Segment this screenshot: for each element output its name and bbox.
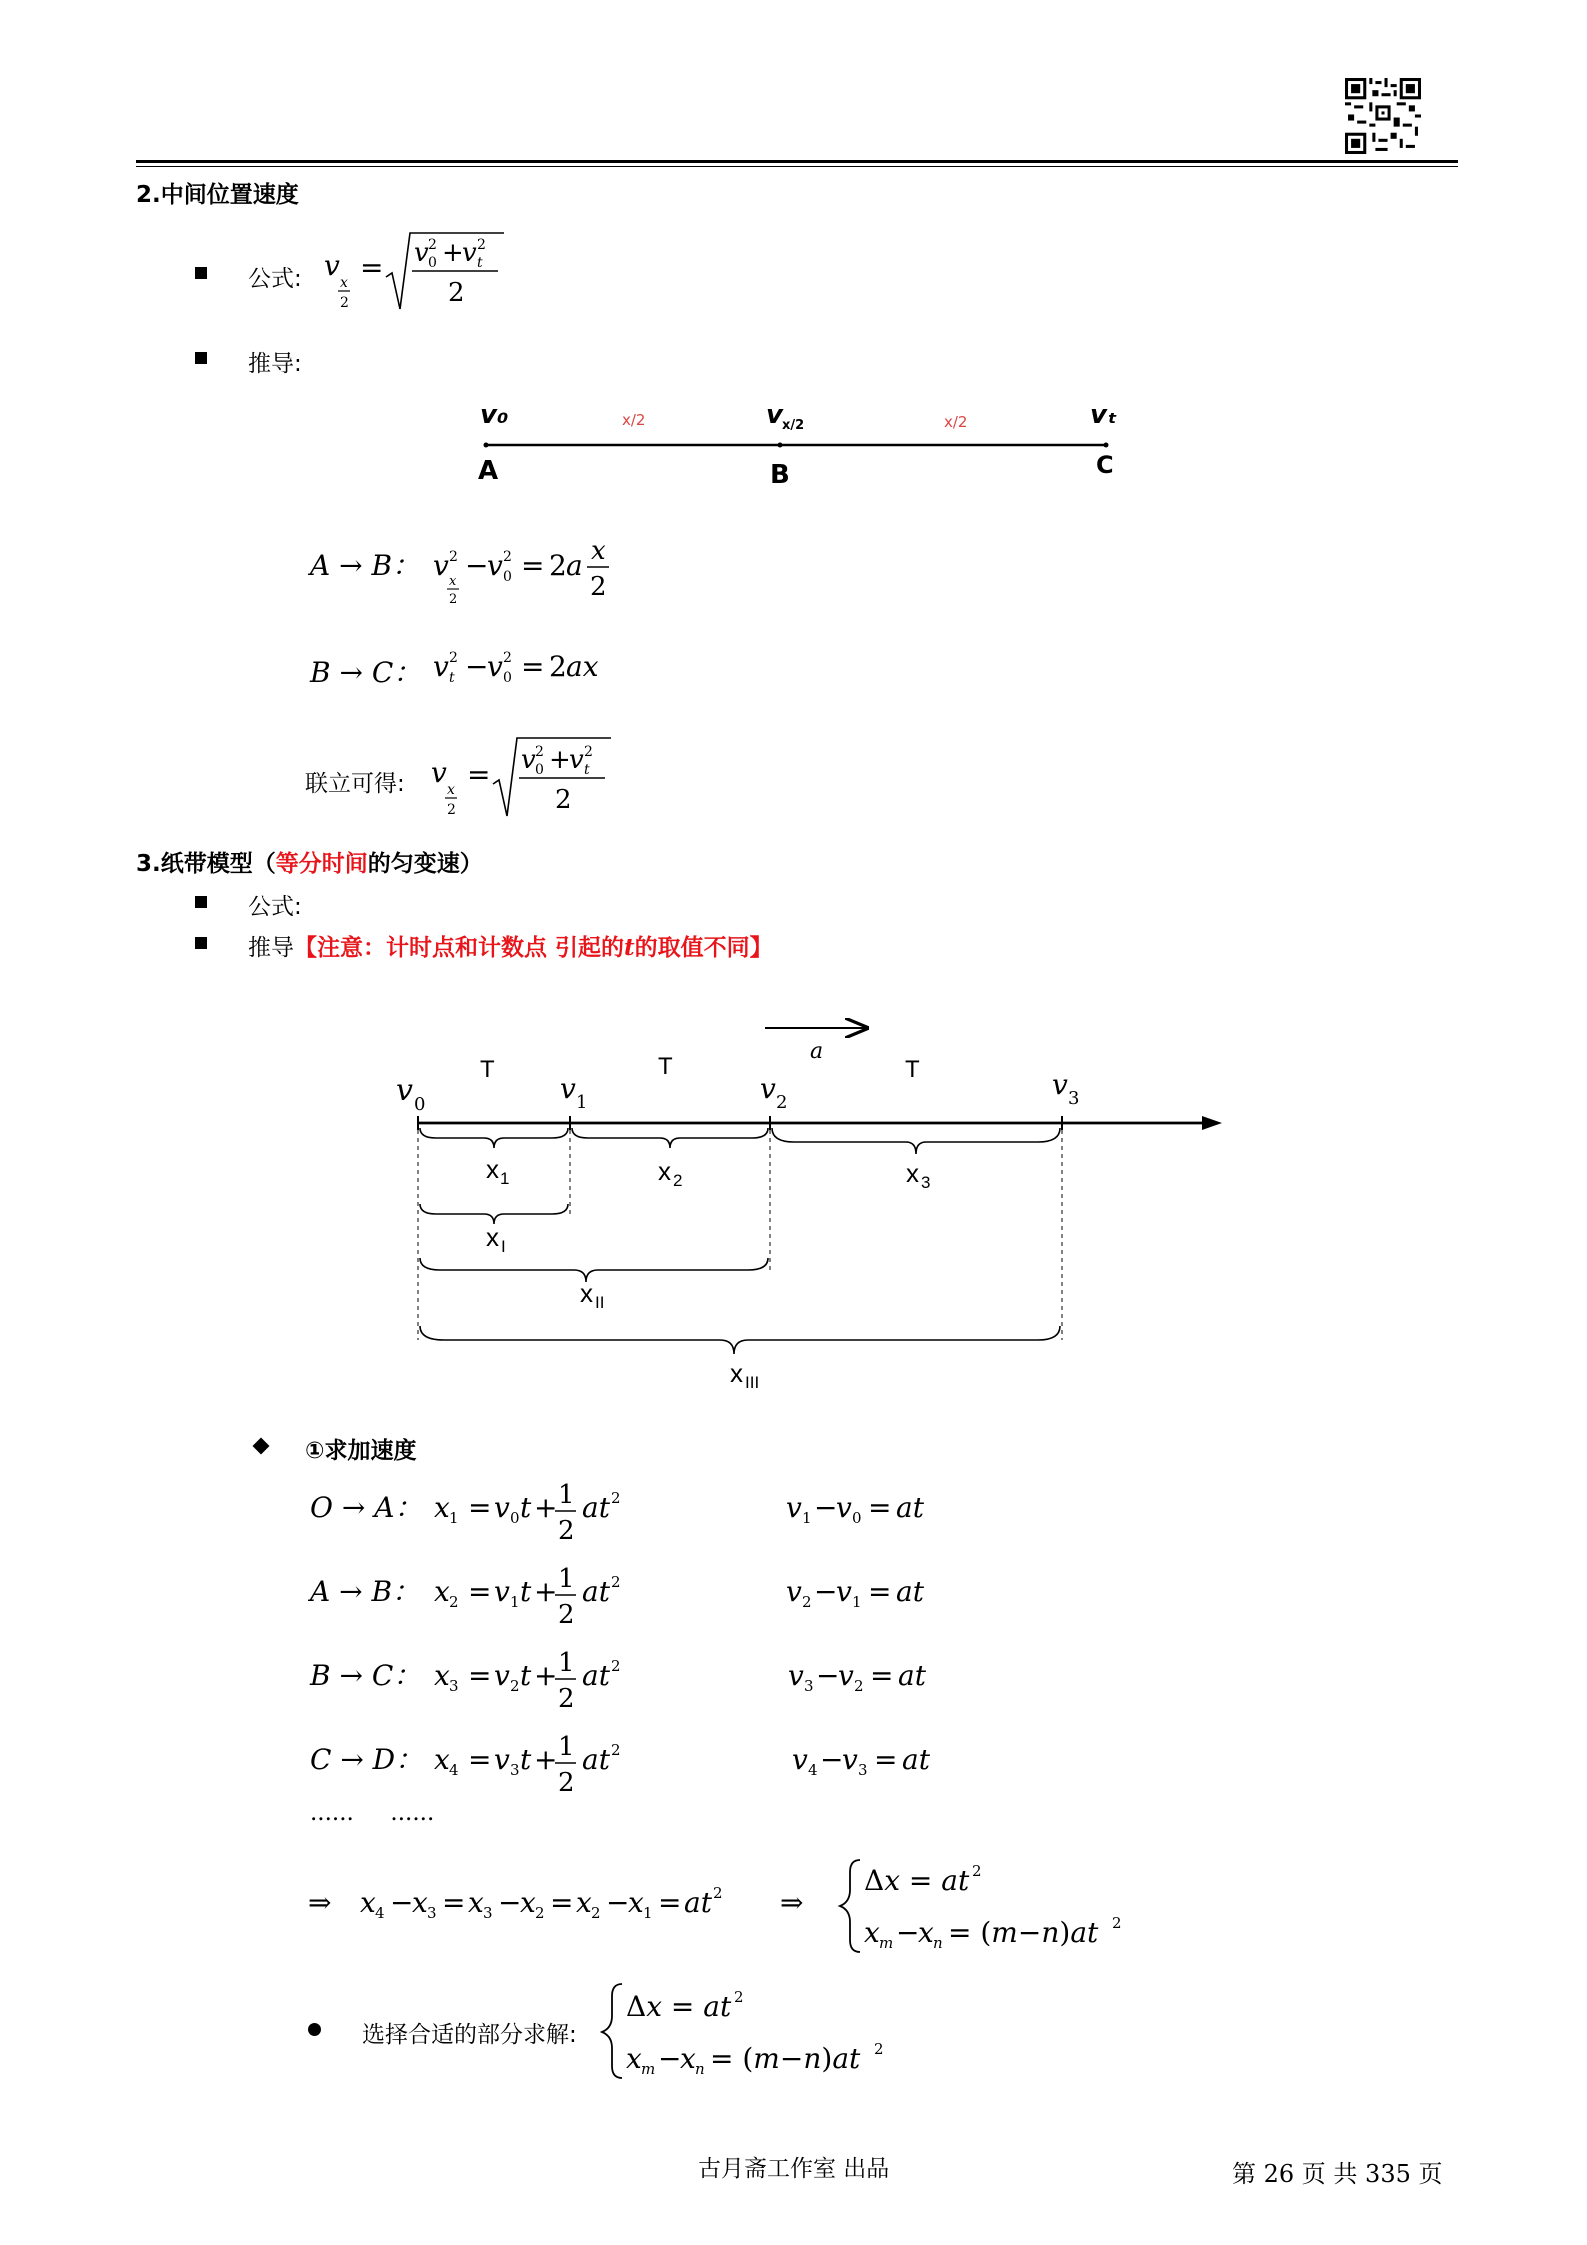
svg-text:2: 2: [611, 1573, 621, 1591]
svg-text:2: 2: [428, 237, 437, 253]
v1-sub: 1: [576, 1092, 588, 1113]
svg-text:m: m: [641, 2060, 656, 2078]
svg-text:t: t: [520, 1743, 532, 1776]
abc-segment-diagram: [470, 395, 1130, 505]
svg-text:=: =: [521, 650, 545, 683]
label-B: B: [770, 460, 790, 490]
v0-label: v: [396, 1073, 413, 1108]
row-r0-3: 3: [858, 1761, 868, 1779]
svg-text:x: x: [468, 1886, 484, 1919]
x1-sub: 1: [500, 1169, 510, 1188]
svg-text:−: −: [658, 2042, 682, 2075]
row-label-1: A → B：: [310, 1575, 421, 1608]
svg-text:x: x: [626, 2042, 642, 2075]
svg-text:t: t: [520, 1491, 532, 1524]
bullet-square-icon: [195, 896, 207, 908]
x2-sub: 2: [673, 1171, 683, 1190]
svg-text:t: t: [449, 670, 455, 686]
svg-text:=: =: [468, 1659, 492, 1692]
v1-label: v: [560, 1072, 576, 1105]
eq-ab-formula: [425, 525, 645, 615]
svg-text:x: x: [449, 574, 457, 589]
xIII-sub: III: [745, 1373, 760, 1392]
row-x-sub-2: 3: [449, 1677, 459, 1695]
svg-text:1: 1: [643, 1904, 653, 1922]
svg-text:v: v: [786, 1491, 802, 1524]
v0-sub: 0: [414, 1094, 426, 1115]
row-label-0: O → A：: [310, 1491, 423, 1524]
svg-text:x: x: [864, 1916, 880, 1949]
svg-text:=: =: [360, 251, 384, 284]
svg-text:=: =: [868, 1491, 892, 1524]
svg-text:−: −: [816, 1659, 840, 1692]
choose-system: [600, 1976, 920, 2086]
svg-text:−: −: [498, 1886, 522, 1919]
svg-text:v: v: [433, 650, 449, 683]
label-vmid: v: [766, 400, 783, 430]
svg-text:+: +: [534, 1575, 558, 1608]
row-r1-2: 3: [804, 1677, 814, 1695]
label-A: A: [478, 456, 499, 486]
row-r0-0: 0: [852, 1509, 862, 1527]
svg-text:=: =: [870, 1659, 894, 1692]
svg-text:=: =: [874, 1743, 898, 1776]
svg-text:x: x: [434, 1575, 450, 1608]
xI-sub: I: [501, 1237, 506, 1256]
svg-text:x: x: [520, 1886, 536, 1919]
footer-studio: 古月斋工作室 出品: [698, 2156, 890, 2182]
bullet-square-icon: [195, 267, 207, 279]
row-x-sub-3: 4: [449, 1761, 459, 1779]
svg-text:2: 2: [713, 1884, 723, 1902]
svg-text:0: 0: [428, 255, 437, 271]
svg-text:v: v: [462, 238, 477, 268]
eq-ab-label: A → B：: [310, 549, 421, 582]
svg-text:v: v: [786, 1575, 802, 1608]
svg-text:2: 2: [477, 237, 486, 253]
s3-derive-note-pre: 【注意：计时点和计数点 引起的: [294, 935, 625, 961]
bullet-square-icon: [195, 352, 207, 364]
svg-text:at: at: [582, 1743, 610, 1776]
svg-text:x: x: [918, 1916, 934, 1949]
s3-derive-note-t: t: [624, 934, 635, 961]
xII-label: x: [580, 1278, 593, 1308]
svg-text:2: 2: [449, 549, 458, 565]
svg-text:n: n: [933, 1934, 943, 1952]
label-vt: vₜ: [1090, 400, 1118, 430]
label-C: C: [1096, 451, 1114, 479]
svg-text:at: at: [896, 1575, 924, 1608]
svg-text:at: at: [896, 1491, 924, 1524]
svg-text:2: 2: [558, 1684, 575, 1714]
svg-text:Δx = at: Δx = at: [864, 1864, 970, 1897]
T-label-2: T: [658, 1053, 673, 1080]
combined-label: 联立可得:: [305, 771, 405, 797]
svg-text:=: =: [468, 1743, 492, 1776]
svg-text:2: 2: [447, 802, 456, 818]
svg-text:2: 2: [558, 1600, 575, 1630]
svg-text:x: x: [340, 275, 348, 291]
row-v-sub-1: 1: [510, 1593, 520, 1611]
row-label-3: C → D：: [310, 1743, 424, 1776]
footer-page-number: 第 26 页 共 335 页: [1232, 2160, 1443, 2188]
svg-text:2: 2: [503, 549, 512, 565]
svg-text:=: =: [468, 1491, 492, 1524]
svg-text:+: +: [534, 1491, 558, 1524]
svg-text:v: v: [569, 745, 584, 775]
svg-text:2: 2: [449, 650, 458, 666]
svg-text:1: 1: [558, 1648, 575, 1678]
svg-text:t: t: [520, 1575, 532, 1608]
T-label-1: T: [480, 1056, 495, 1083]
row-x-sub-1: 2: [449, 1593, 459, 1611]
svg-text:v: v: [494, 1743, 510, 1776]
row-r1-0: 1: [802, 1509, 812, 1527]
svg-text:t: t: [584, 762, 590, 778]
v3-sub: 3: [1068, 1088, 1080, 1109]
svg-text:⇒: ⇒: [308, 1886, 332, 1919]
svg-text:−: −: [896, 1916, 920, 1949]
svg-text:v: v: [842, 1743, 858, 1776]
svg-text:v: v: [788, 1659, 804, 1692]
svg-text:= (m−n)at: = (m−n)at: [710, 2042, 861, 2075]
s3-derive-line: [248, 929, 773, 962]
svg-text:x: x: [680, 2042, 696, 2075]
svg-text:v: v: [494, 1659, 510, 1692]
svg-text:v: v: [487, 549, 503, 582]
svg-text:v: v: [521, 745, 536, 775]
svg-text:0: 0: [535, 762, 544, 778]
svg-text:2: 2: [340, 295, 349, 311]
section-3-title-pre: 3.纸带模型（: [136, 851, 276, 877]
svg-text:v: v: [487, 650, 503, 683]
svg-text:−: −: [814, 1491, 838, 1524]
label-half1: x/2: [622, 411, 646, 429]
svg-text:2: 2: [503, 650, 512, 666]
svg-text:v: v: [414, 238, 429, 268]
kinematics-rows: [300, 1465, 960, 1825]
svg-text:1: 1: [558, 1564, 575, 1594]
svg-text:at: at: [684, 1886, 712, 1919]
svg-text:+: +: [549, 745, 571, 775]
svg-text:ax: ax: [566, 650, 599, 683]
svg-text:v: v: [494, 1491, 510, 1524]
svg-text:=: =: [658, 1886, 682, 1919]
svg-text:t: t: [477, 255, 483, 271]
s3-formula-label: 公式:: [248, 894, 302, 920]
dot-bullet-icon: [308, 2023, 321, 2036]
svg-text:2: 2: [549, 549, 567, 582]
x3-sub: 3: [921, 1173, 931, 1192]
svg-text:3: 3: [483, 1904, 493, 1922]
svg-text:at: at: [898, 1659, 926, 1692]
header-rule-thin: [136, 166, 1458, 167]
svg-text:x: x: [576, 1886, 592, 1919]
svg-text:x: x: [434, 1659, 450, 1692]
svg-text:v: v: [433, 549, 449, 582]
eq-bc-label: B → C：: [310, 656, 422, 689]
svg-text:x: x: [591, 536, 606, 566]
label-half2: x/2: [944, 413, 968, 431]
svg-text:=: =: [468, 1575, 492, 1608]
x3-label: x: [906, 1158, 919, 1188]
header-rule: [136, 160, 1458, 163]
section-2-title: 2.中间位置速度: [136, 182, 299, 208]
v3-label: v: [1052, 1068, 1068, 1101]
derive-label: 推导:: [248, 351, 302, 377]
svg-text:a: a: [566, 549, 583, 582]
svg-text:2: 2: [591, 1904, 601, 1922]
svg-text:2: 2: [558, 1768, 575, 1798]
svg-text:x: x: [434, 1743, 450, 1776]
svg-text:−: −: [820, 1743, 844, 1776]
svg-text:=: =: [467, 758, 491, 791]
svg-text:4: 4: [375, 1904, 385, 1922]
row-label-2: B → C：: [310, 1659, 422, 1692]
choose-label: 选择合适的部分求解:: [362, 2022, 577, 2048]
row-r0-1: 1: [852, 1593, 862, 1611]
svg-text:1: 1: [558, 1480, 575, 1510]
svg-text:2: 2: [611, 1489, 621, 1507]
diamond-bullet-icon: [253, 1438, 270, 1455]
svg-text:2: 2: [590, 572, 607, 602]
s3-derive-note-post: 的取值不同】: [634, 935, 773, 961]
formula-label: 公式:: [248, 266, 302, 292]
tape-model-diagram: [390, 1010, 1230, 1395]
section-3-title-red: 等分时间: [275, 851, 368, 877]
svg-text:2: 2: [584, 744, 593, 760]
svg-text:x: x: [412, 1886, 428, 1919]
xIII-label: x: [730, 1358, 743, 1388]
combined-formula: [425, 728, 625, 828]
svg-text:m: m: [879, 1934, 894, 1952]
row-v-sub-3: 3: [510, 1761, 520, 1779]
xII-sub: II: [595, 1293, 605, 1312]
svg-text:= (m−n)at: = (m−n)at: [948, 1916, 1099, 1949]
svg-text:2: 2: [874, 2040, 884, 2058]
svg-text:+: +: [534, 1743, 558, 1776]
row-r0-2: 2: [854, 1677, 864, 1695]
sub1-title: ①求加速度: [305, 1438, 417, 1464]
svg-text:x: x: [434, 1491, 450, 1524]
svg-text:2: 2: [448, 278, 465, 308]
svg-text:v: v: [792, 1743, 808, 1776]
svg-text:=: =: [442, 1886, 466, 1919]
svg-text:2: 2: [558, 1516, 575, 1546]
svg-text:2: 2: [535, 744, 544, 760]
svg-text:2: 2: [555, 785, 572, 815]
svg-text:2: 2: [734, 1988, 744, 2006]
svg-text:v: v: [324, 249, 340, 282]
svg-text:v: v: [494, 1575, 510, 1608]
svg-text:v: v: [836, 1575, 852, 1608]
svg-text:2: 2: [449, 592, 458, 607]
svg-text:n: n: [695, 2060, 705, 2078]
svg-text:+: +: [534, 1659, 558, 1692]
svg-text:at: at: [582, 1575, 610, 1608]
svg-text:−: −: [814, 1575, 838, 1608]
svg-text:Δx = at: Δx = at: [626, 1990, 732, 2023]
row-r1-1: 2: [802, 1593, 812, 1611]
svg-text:+: +: [442, 238, 464, 268]
svg-text:v: v: [836, 1491, 852, 1524]
s3-derive-label: 推导: [248, 935, 294, 961]
svg-text:2: 2: [549, 650, 567, 683]
section-3-title-post: 的匀变速）: [367, 851, 483, 877]
svg-text:at: at: [582, 1659, 610, 1692]
row-x-sub-0: 1: [449, 1509, 459, 1527]
svg-text:2: 2: [611, 1741, 621, 1759]
svg-text:=: =: [868, 1575, 892, 1608]
label-vmid-sub: x/2: [782, 418, 805, 433]
svg-text:v: v: [838, 1659, 854, 1692]
ellipsis-row: ...... ......: [310, 1800, 435, 1826]
qr-code-icon: [1345, 78, 1421, 154]
svg-text:=: =: [521, 549, 545, 582]
row-v-sub-2: 2: [510, 1677, 520, 1695]
svg-text:=: =: [550, 1886, 574, 1919]
x2-label: x: [658, 1156, 671, 1186]
svg-text:2: 2: [1112, 1914, 1122, 1932]
row-r1-3: 4: [808, 1761, 818, 1779]
svg-text:−: −: [606, 1886, 630, 1919]
svg-text:0: 0: [503, 670, 512, 686]
derived-result: [300, 1850, 1150, 1960]
T-label-3: T: [905, 1056, 920, 1083]
svg-text:⇒: ⇒: [780, 1886, 804, 1919]
svg-text:−: −: [465, 549, 489, 582]
mid-position-velocity-formula: [318, 225, 518, 325]
accel-label: a: [810, 1039, 824, 1064]
svg-text:x: x: [628, 1886, 644, 1919]
svg-text:x: x: [360, 1886, 376, 1919]
svg-text:v: v: [431, 756, 447, 789]
svg-text:2: 2: [972, 1862, 982, 1880]
row-v-sub-0: 0: [510, 1509, 520, 1527]
svg-text:2: 2: [611, 1657, 621, 1675]
svg-text:−: −: [390, 1886, 414, 1919]
bullet-square-icon: [195, 937, 207, 949]
label-v0: v₀: [480, 400, 509, 430]
svg-text:0: 0: [503, 569, 512, 585]
svg-text:at: at: [582, 1491, 610, 1524]
svg-text:t: t: [520, 1659, 532, 1692]
xI-label: x: [486, 1222, 499, 1252]
x1-label: x: [486, 1154, 499, 1184]
svg-text:x: x: [447, 782, 455, 798]
svg-text:−: −: [465, 650, 489, 683]
svg-text:2: 2: [535, 1904, 545, 1922]
section-3-title: [136, 845, 483, 878]
v2-sub: 2: [776, 1092, 788, 1113]
svg-text:3: 3: [427, 1904, 437, 1922]
eq-bc-formula: [425, 632, 645, 692]
v2-label: v: [760, 1072, 776, 1105]
svg-text:1: 1: [558, 1732, 575, 1762]
svg-text:at: at: [902, 1743, 930, 1776]
